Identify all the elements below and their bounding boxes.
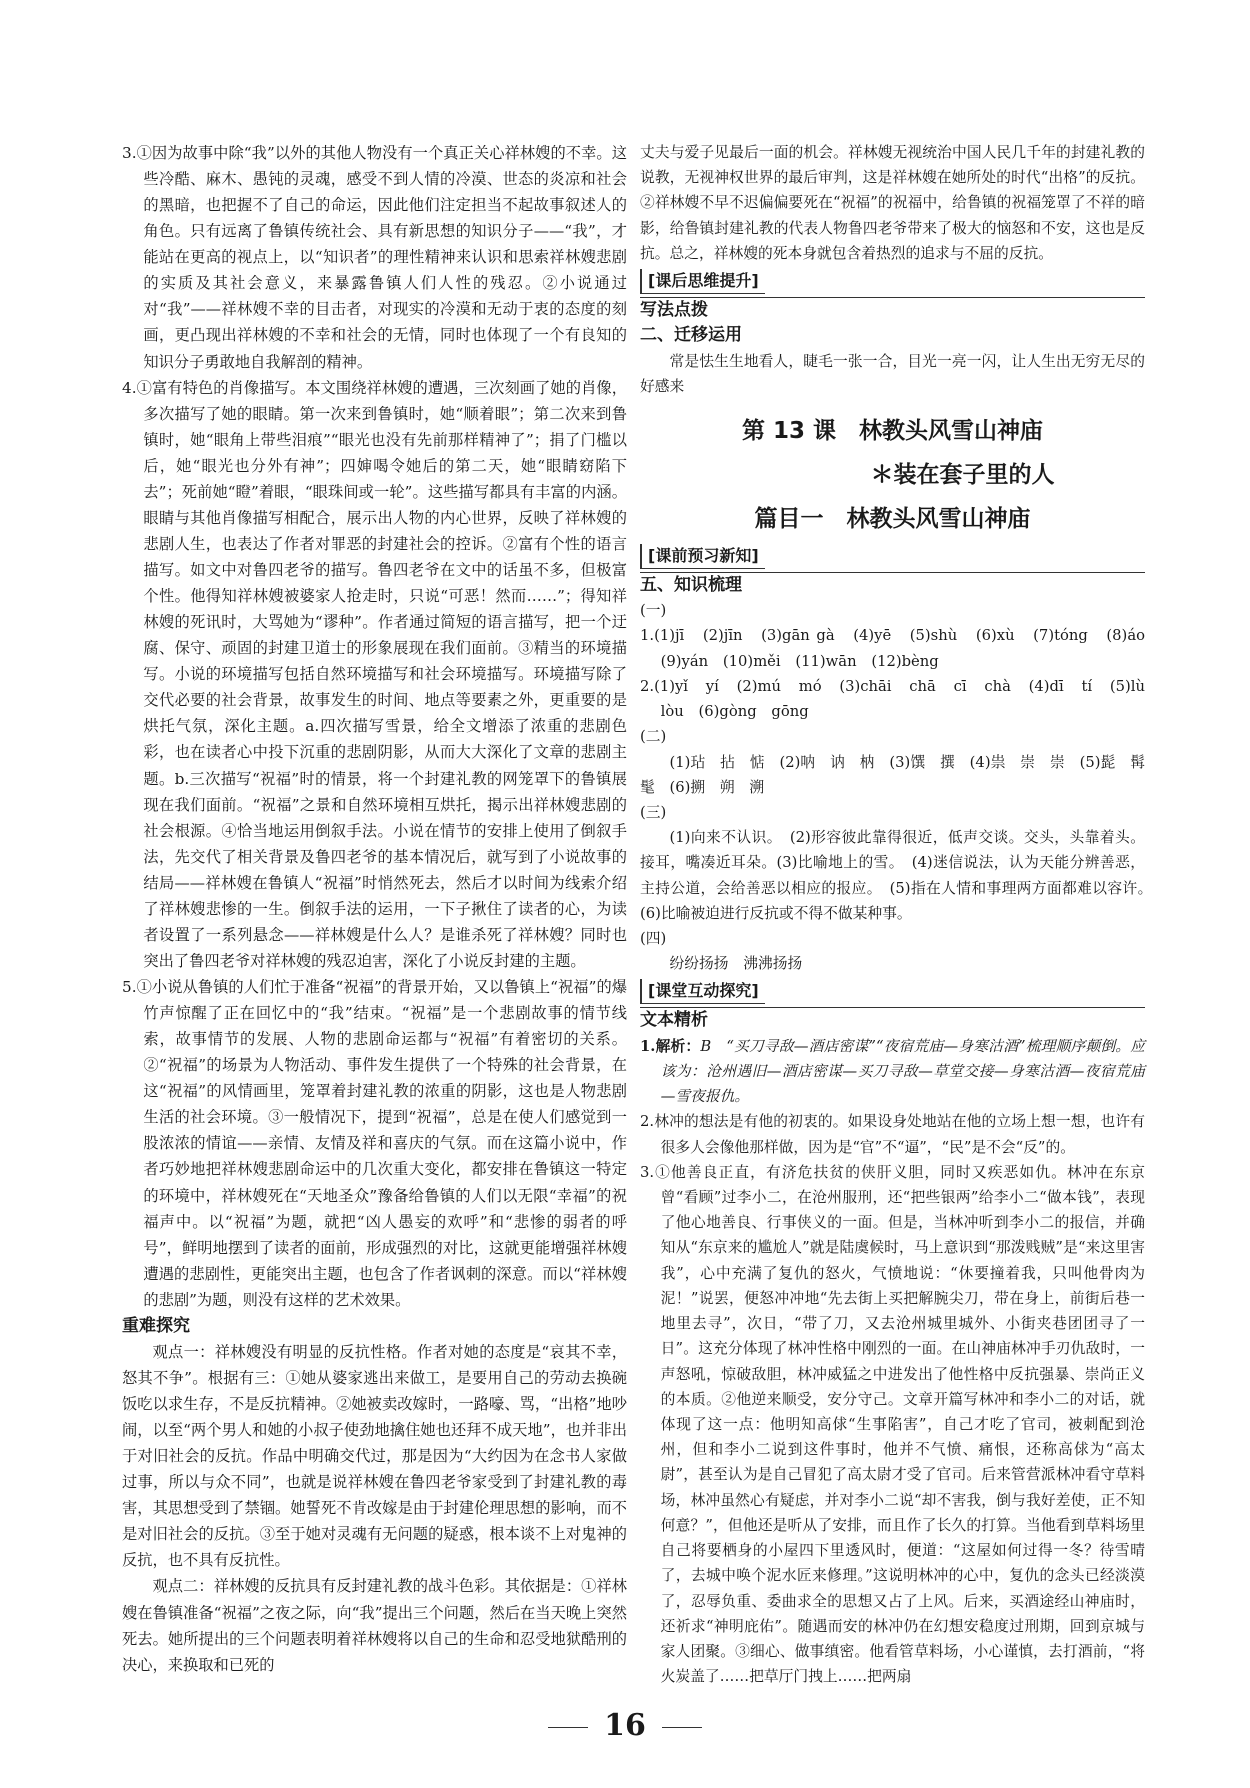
- pinyin-answers-2: 2.(1)yǐ yí (2)mú mó (3)chāi chā cī chà (4)dī tí (5)lù lòu (6)gòng gōng: [640, 677, 1160, 721]
- analysis-item-1: [640, 1034, 1145, 1110]
- lesson-subtitle: ＊装在套子里的人: [870, 461, 1055, 488]
- answer-item-3: 3.①因为故事中除“我”以外的其他人物没有一个真正关心祥林嫂的不幸。这些冷酷、麻木、愚钝的灵魂，感受不到人情的冷漠、世态的炎凉和社会的黑暗，也把握不了自己的命运，因此他们注定担当不起故事叙述人的角色。只有远离了鲁镇传统社会、具有新思想的知识分子——“我”，才能站在更高的视点上，以“知识者”的理性精神来认识和思索祥林嫂悲剧的实质及其社会意义，来暴露鲁镇人们人性的残忍。②小说通过对“我”——祥林嫂不幸的目击者，对现实的冷漠和无动于衷的态度的刻画，更凸现出祥林嫂的不幸和社会的无情，同时也体现了一个有良知的知识分子勇敢地自我解剖的精神。: [122, 144, 627, 371]
- hint-box-preview: [ 课前预习新知 ]: [640, 541, 1145, 573]
- left-column: [122, 140, 627, 1678]
- viewpoint-two: 观点二：祥林嫂的反抗具有反封建礼教的战斗色彩。其依据是：①祥林嫂在鲁镇准备“祝福”之夜之际，向“我”提出三个问题，然后在当天晚上突然死去。她所提出的三个问题表明着祥林嫂将以自己的生命和忍受地狱酷刑的决心，来换取和已死的: [122, 1577, 627, 1674]
- section-heading-text-analysis: 文本精析: [640, 1010, 708, 1031]
- analysis-label: 1.解析：: [640, 1037, 701, 1055]
- lesson-title: 第 13 课 林教头风雪山神庙: [741, 417, 1044, 444]
- hint-box-after-class: [ 课后思维提升 ]: [640, 266, 1145, 298]
- part-title: 篇目一 林教头风雪山神庙: [754, 505, 1031, 532]
- analysis-item-3: 3.①他善良正直，有济危扶贫的侠肝义胆，同时又疾恶如仇。林冲在东京曾“看顾”过李小二，在沧州服刑，还“把些银两”给李小二“做本钱”，表现了他心地善良、行事侠义的一面。但是，当林冲听到李小二的报信，并确知从“东京来的尴尬人”就是陆虞候时，马上意识到“那泼贱贼”是“来这里害我”，心中充满了复仇的怒火，气愤地说：“休要撞着我，只叫他骨肉为泥！”说罢，便怒冲冲地“先去街上买把解腕尖刀，带在身上，前街后巷一地里去寻”，次日，“带了刀，又去沧州城里城外、小街夹巷团团寻了一日”。这充分体现了林冲性格中刚烈的一面。在山神庙林冲手刃仇敌时，一声怒吼，惊破敌胆，林冲威猛之中进发出了他性格中反抗强暴、崇尚正义的本质。②他逆来顺受，安分守己。文章开篇写林冲和李小二的对话，就体现了这一点：他明知高俅“生事陷害”，自己才吃了官司，被刺配到沧州，但和李小二说到这件事时，他并不气愤、痛恨，还称高俅为“高太尉”，甚至认为是自己冒犯了高太尉才受了官司。后来管营派林冲看守草料场，林冲虽然心有疑虑，并对李小二说“却不害我，倒与我好差使，正不知何意？”，但他还是听从了安排，而且作了长久的打算。当他看到草料场里自己将要栖身的小屋四下里透风时，便道：“这屋如何过得一冬？待雪晴了，去城中唤个泥水匠来修理。”这说明林冲的心中，复仇的念头已经淡漠了，忍辱负重、委曲求全的思想又占了上风。后来，买酒途经山神庙时，还祈求“神明庇佑”。随遇而安的林冲仍在幻想安稳度过刑期，回到京城与家人团聚。③细心、做事缜密。他看管草料场，小心谨慎，去打酒前，“将火炭盖了……把草厅门拽上……把两扇: [640, 1163, 1145, 1686]
- idiom-answers: 纷纷扬扬 沸沸扬扬: [669, 955, 803, 973]
- continued-paragraph: 丈夫与爱子见最后一面的机会。祥林嫂无视统治中国人民几千年的封建礼教的说教，无视神权世界的最后审判，这是祥林嫂在她所处的时代“出格”的反抗。②祥林嫂不早不迟偏偏要死在“祝福”的祝福中，给鲁镇的祝福笼罩了不祥的暗影，给鲁镇封建礼教的代表人物鲁四老爷带来了极大的恼怒和不安，这也是反抗。总之，祥林嫂的死本身就包含着热烈的追求与不屈的反抗。: [640, 144, 1145, 262]
- part-one-label: (一): [640, 602, 667, 620]
- section-heading-transfer: 二、迁移运用: [640, 325, 742, 346]
- analysis-item-2: 2.林冲的想法是有他的初衷的。如果设身处地站在他的立场上想一想，也许有很多人会像他那样做，因为是“官”不“逼”，“民”是不会“反”的。: [640, 1113, 1145, 1156]
- transfer-answer: 常是怯生生地看人，睫毛一张一合，目光一亮一闪，让人生出无穷无尽的好感来: [640, 352, 1145, 395]
- hint-box-classroom: [ 课堂互动探究 ]: [640, 976, 1145, 1008]
- page-number: 16: [0, 1708, 1250, 1743]
- character-answers: (1)玷 拈 惦 (2)呐 讷 枘 (3)馔 撰 (4)祟 崇 崇 (5)髭 髯 髦 (6)搠 朔 溯: [640, 753, 1160, 796]
- vocabulary-answers: (1)向来不认识。 (2)形容彼此靠得很近，低声交谈。交头，头靠着头。接耳，嘴凑近耳朵。(3)比喻地上的雪。 (4)迷信说法，认为天能分辨善恶，主持公道，会给善恶以相应的报应。 (5)指在人情和事理两方面都难以容许。 (6)比喻被迫进行反抗或不得不做某种事。: [640, 829, 1160, 922]
- answer-item-5: 5.①小说从鲁镇的人们忙于准备“祝福”的背景开始，又以鲁镇上“祝福”的爆竹声惊醒了正在回忆中的“我”结束。“祝福”是一个悲剧故事的情节线索，故事情节的发展、人物的悲剧命运都与“祝福”有着密切的关系。②“祝福”的场景为人物活动、事件发生提供了一个特殊的社会背景，在这“祝福”的风情画里，笼罩着封建礼教的浓重的阴影，这也是人物悲剧生活的社会环境。③一般情况下，提到“祝福”，总是在使人们感觉到一股浓浓的情谊——亲情、友情及祥和喜庆的气氛。而在这篇小说中，作者巧妙地把祥林嫂悲剧命运中的几次重大变化，都安排在鲁镇这一特定的环境中，祥林嫂死在“天地圣众”豫备给鲁镇的人们以无限“幸福”的祝福声中。以“祝福”为题，就把“凶人愚妄的欢呼”和“悲惨的弱者的呼号”，鲜明地摆到了读者的面前，形成强烈的对比，这就更能增强祥林嫂遭遇的悲剧性，更能突出主题，也包含了作者讽刺的深意。而以“祥林嫂的悲剧”为题，则没有这样的艺术效果。: [122, 978, 627, 1309]
- answer-item-4: 4.①富有特色的肖像描写。本文围绕祥林嫂的遭遇，三次刻画了她的肖像，多次描写了她的眼睛。第一次来到鲁镇时，她“顺着眼”；第二次来到鲁镇时，她“眼角上带些泪痕”“眼光也没有先前那样精神了”；捐了门槛以后，她“眼光也分外有神”；四婶喝令她后的第二天，她“眼睛窈陷下去”；死前她“瞪”着眼，“眼珠间或一轮”。这些描写都具有丰富的内涵。眼睛与其他肖像描写相配合，展示出人物的内心世界，反映了祥林嫂的悲剧人生，也表达了作者对罪恶的封建社会的控诉。②富有个性的语言描写。如文中对鲁四老爷的描写。鲁四老爷在文中的话虽不多，但极富个性。他得知祥林嫂被婆家人抢走时，只说“可恶！然而……”；得知祥林嫂的死讯时，大骂她为“谬种”。作者通过简短的语言描写，把一个迂腐、保守、顽固的封建卫道士的形象展现在我们面前。③精当的环境描写。小说的环境描写包括自然环境描写和社会环境描写。环境描写除了交代必要的社会背景，故事发生的时间、地点等要素之外，更重要的是烘托气氛，深化主题。a.四次描写雪景，给全文增添了浓重的悲剧色彩，也在读者心中投下沉重的悲剧阴影，从而大大深化了文章的悲剧主题。b.三次描写“祝福”时的情景，将一个封建礼教的网笼罩下的鲁镇展现在我们面前。“祝福”之景和自然环境相互烘托，揭示出祥林嫂悲剧的社会根源。④恰当地运用倒叙手法。小说在情节的安排上使用了倒叙手法，先交代了相关背景及鲁四老爷的基本情况后，就写到了小说故事的结局——祥林嫂在鲁镇人“祝福”时悄然死去，然后才以时间为线索介绍了祥林嫂悲惨的一生。倒叙手法的运用，一下子揪住了读者的心，为读者设置了一系列悬念——祥林嫂是什么人？是谁杀死了祥林嫂？同时也突出了鲁四老爷对祥林嫂的残忍迫害，深化了小说反封建的主题。: [122, 378, 627, 970]
- right-column: [640, 140, 1160, 1689]
- part-two-label: (二): [640, 728, 667, 746]
- analysis-text: B “买刀寻敌—酒店密谋”“夜宿荒庙—身寒沽酒”梳理顺序颠倒。应该为：沧州遇旧—酒店密谋—买刀寻敌—草堂交接—身寒沽酒—夜宿荒庙—雪夜报仇。: [660, 1037, 1145, 1106]
- section-heading-key-difficulties: 重难探究: [122, 1315, 190, 1336]
- part-four-label: (四): [640, 930, 667, 948]
- viewpoint-one: 观点一：祥林嫂没有明显的反抗性格。作者对她的态度是“哀其不幸，怒其不争”。根据有三：①她从婆家逃出来做工，是要用自己的劳动去换碗饭吃以求生存，不是反抗精神。②她被卖改嫁时，一路嚎、骂，“出格”地吵闹，以至“两个男人和她的小叔子使劲地擒住她也还拜不成天地”，也并非出于对旧社会的反抗。作品中明确交代过，那是因为“大约因为在念书人家做过事，所以与众不同”，也就是说祥林嫂在鲁四老爷家受到了封建礼教的毒害，其思想受到了禁锢。她誓死不肯改嫁是由于封建伦理思想的影响，而不是对旧社会的反抗。③至于她对灵魂有无问题的疑惑，根本谈不上对鬼神的反抗，也不具有反抗性。: [122, 1342, 627, 1570]
- pinyin-answers-1: 1.(1)jī (2)jīn (3)gān gà (4)yē (5)shù (6)xù (7)tóng (8)áo (9)yán (10)měi (11)wān (12)bèng: [640, 627, 1160, 670]
- section-heading-writing: 写法点拨: [640, 300, 708, 321]
- part-three-label: (三): [640, 803, 667, 821]
- section-heading-knowledge: 五、知识梳理: [640, 574, 742, 595]
